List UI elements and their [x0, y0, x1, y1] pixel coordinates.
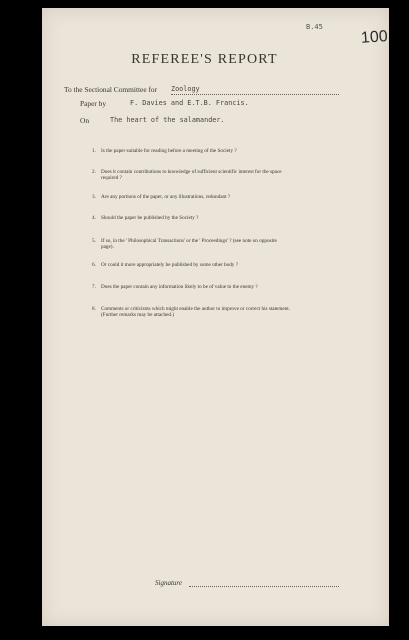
question-6: 6. Or could it more appropriately be published by some other body ? — [92, 262, 239, 268]
signature-label: Signature — [155, 579, 182, 587]
question-1: 1. Is the paper suitable for reading before a meeting of the Society ? — [92, 148, 237, 154]
on-label: On — [80, 116, 90, 125]
committee-label: To the Sectional Committee for — [64, 85, 158, 94]
page-number: 100 — [360, 28, 389, 47]
on-value: The heart of the salamander. — [110, 116, 225, 124]
paper-by-value: F. Davies and E.T.B. Francis. — [130, 99, 249, 107]
signature-line[interactable] — [189, 586, 339, 587]
question-4: 4. Should the paper be published by the Society ? — [92, 215, 199, 221]
reference-code: B.45 — [306, 23, 323, 31]
question-7: 7. Does the paper contain any information likely to be of value to the enemy ? — [92, 284, 258, 290]
question-5: 5. If so, in the ' Philosophical Transactions' or the ' Proceedings' ? (see note on opposite page). — [92, 238, 277, 251]
question-8: 8. Comments or criticisms which might enable the author to improve or correct his statement. (Further remarks may be attached.) — [92, 306, 291, 319]
paper-by-label: Paper by — [80, 99, 107, 108]
question-2: 2. Does it contain contributions to knowledge of sufficient scientific interest for the space required ? — [92, 169, 282, 182]
committee-value: Zoology — [171, 85, 200, 93]
committee-underline — [171, 94, 339, 95]
page-title: REFEREE'S REPORT — [131, 52, 278, 67]
question-3: 3. Are any portions of the paper, or any illustrations, redundant ? — [92, 194, 231, 200]
